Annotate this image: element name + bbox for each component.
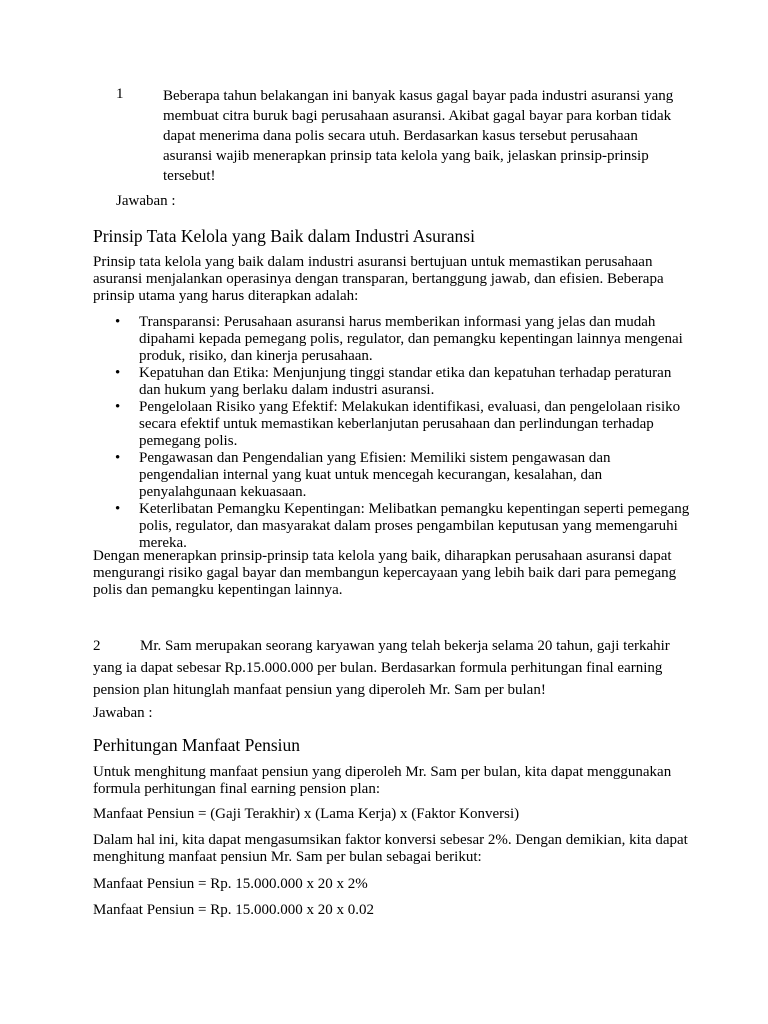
conclusion-paragraph: Dengan menerapkan prinsip-prinsip tata kelola yang baik, diharapkan perusahaan asuransi dapat mengurangi risiko gagal bayar dan membangun kepercayaan yang lebih baik dari para pemegang polis dan pemangku kepentingan lainnya. bbox=[93, 548, 677, 598]
question-text: Mr. Sam merupakan seorang karyawan yang telah bekerja selama 20 tahun, gaji terkahir yang ia dapat sebesar Rp.15.000.000 per bulan. Berdasarkan formula perhitungan final earning pension plan hitunglah manfaat pensiun yang diperoleh Mr. Sam per bulan! bbox=[93, 638, 670, 698]
question-number: 1 bbox=[116, 86, 124, 102]
list-item-text: Pengawasan dan Pengendalian yang Efisien: Memiliki sistem pengawasan dan pengendalian internal yang kuat untuk mencegah kecurangan, kesalahan, dan penyalahgunaan kekuasaan. bbox=[139, 450, 611, 500]
bullet-icon: • bbox=[115, 450, 121, 466]
calculation-line: Manfaat Pensiun = Rp. 15.000.000 x 20 x 0.02 bbox=[93, 902, 374, 918]
paragraph: Dalam hal ini, kita dapat mengasumsikan faktor konversi sebesar 2%. Dengan demikian, kita dapat menghitung manfaat pensiun Mr. Sam per bulan sebagai berikut: bbox=[93, 832, 688, 865]
answer-label: Jawaban : bbox=[116, 193, 176, 209]
calculation-line: Manfaat Pensiun = Rp. 15.000.000 x 20 x 2% bbox=[93, 876, 368, 892]
answer-label: Jawaban : bbox=[93, 705, 153, 721]
list-item bbox=[93, 365, 693, 399]
list-item-text: Pengelolaan Risiko yang Efektif: Melakukan identifikasi, evaluasi, dan pengelolaan risiko secara efektif untuk memastikan keberlanjutan perusahaan dan perlindungan terhadap pemegang polis. bbox=[139, 399, 681, 449]
question-text: Beberapa tahun belakangan ini banyak kasus gagal bayar pada industri asuransi yang membuat citra buruk bagi perusahaan asuransi. Akibat gagal bayar para korban tidak dapat menerima dana polis secara utuh. Berdasarkan kasus tersebut perusahaan asuransi wajib menerapkan prinsip tata kelola yang baik, jelaskan prinsip-prinsip tersebut! bbox=[163, 88, 674, 184]
question-2 bbox=[93, 635, 683, 701]
principles-list bbox=[93, 314, 693, 552]
section-heading: Perhitungan Manfaat Pensiun bbox=[93, 735, 301, 755]
bullet-icon: • bbox=[115, 365, 121, 381]
section-heading: Prinsip Tata Kelola yang Baik dalam Industri Asuransi bbox=[93, 226, 475, 246]
list-item-text: Kepatuhan dan Etika: Menjunjung tinggi standar etika dan kepatuhan terhadap peraturan dan hukum yang berlaku dalam industri asuransi. bbox=[139, 365, 672, 398]
bullet-icon: • bbox=[115, 314, 121, 330]
question-1 bbox=[116, 86, 676, 186]
formula-line: Manfaat Pensiun = (Gaji Terakhir) x (Lama Kerja) x (Faktor Konversi) bbox=[93, 806, 520, 822]
question-number: 2 bbox=[93, 638, 101, 654]
list-item bbox=[93, 314, 693, 365]
list-item bbox=[93, 450, 693, 501]
list-item bbox=[93, 501, 693, 552]
bullet-icon: • bbox=[115, 501, 121, 517]
list-item-text: Transparansi: Perusahaan asuransi harus memberikan informasi yang jelas dan mudah dipahami kepada pemegang polis, regulator, dan pemangku kepentingan lainnya mengenai produk, risiko, dan kinerja perusahaan. bbox=[139, 314, 683, 364]
bullet-icon: • bbox=[115, 399, 121, 415]
list-item bbox=[93, 399, 693, 450]
paragraph: Prinsip tata kelola yang baik dalam industri asuransi bertujuan untuk memastikan perusahaan asuransi menjalankan operasinya dengan transparan, bertanggung jawab, dan efisien. Beberapa prinsip utama yang harus diterapkan adalah: bbox=[93, 254, 664, 304]
paragraph: Untuk menghitung manfaat pensiun yang diperoleh Mr. Sam per bulan, kita dapat menggunakan formula perhitungan final earning pension plan: bbox=[93, 764, 672, 797]
list-item-text: Keterlibatan Pemangku Kepentingan: Melibatkan pemangku kepentingan seperti pemegang polis, regulator, dan masyarakat dalam proses pengambilan keputusan yang memengaruhi mereka. bbox=[139, 501, 690, 551]
